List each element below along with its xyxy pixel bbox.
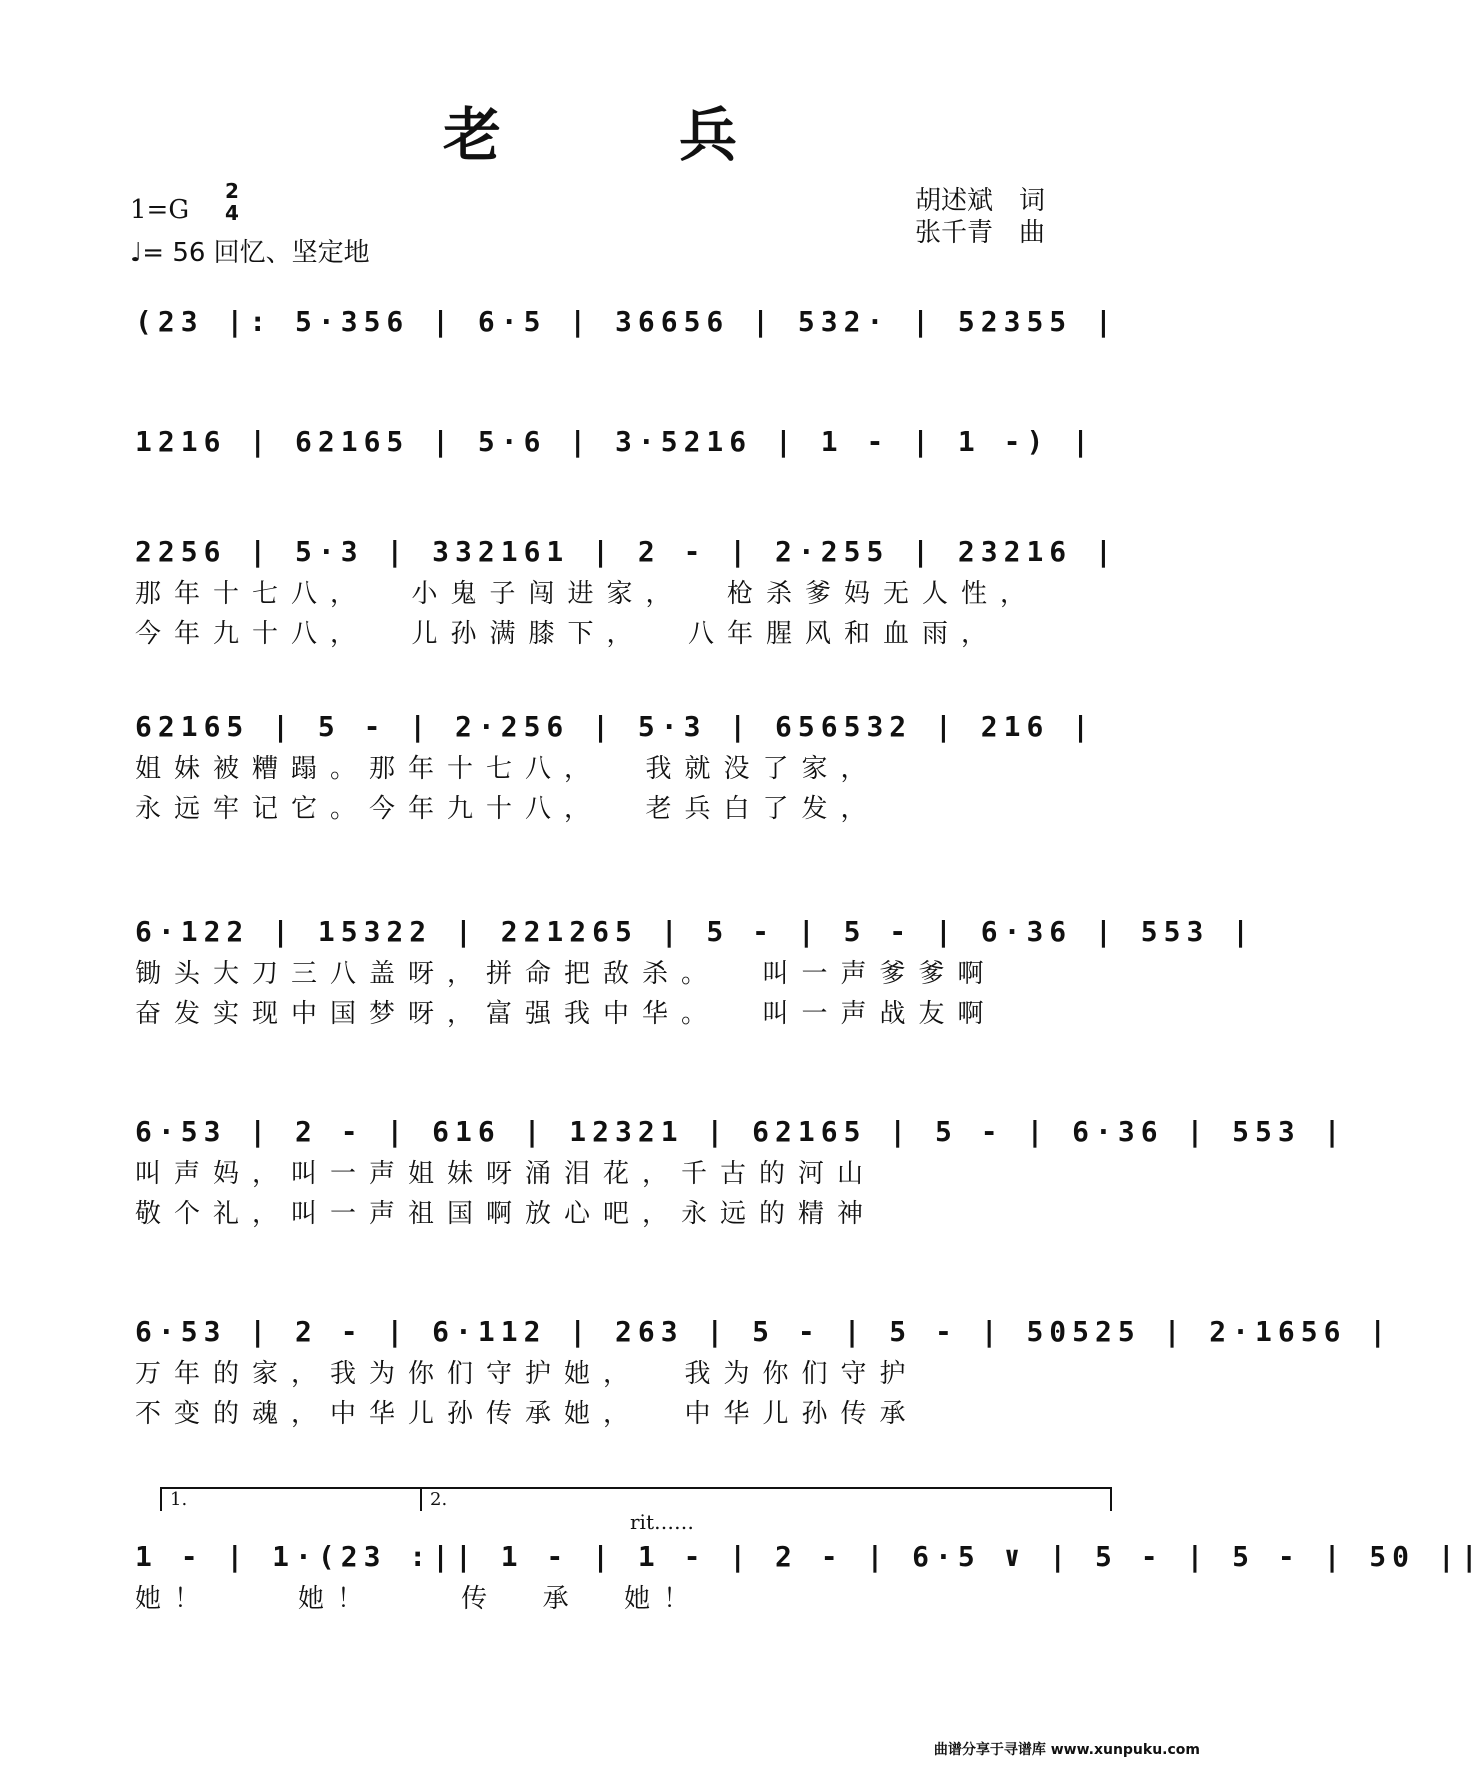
lyrics-verse-2: 敬个礼，叫一声祖国啊放心吧，永远的精神: [135, 1199, 877, 1229]
score-line-1: [135, 300, 1118, 344]
notes-line: 2256 | 5·3 | 332161 | 2 - | 2·255 | 23216 |: [135, 535, 1118, 568]
footer-credit: 曲谱分享于寻谱库 www.xunpuku.com: [933, 1742, 1200, 1758]
lyrics-verse-1: 锄头大刀三八盖呀，拼命把敌杀。 叫一声爹爹啊: [135, 959, 997, 989]
score-line-6: [135, 1110, 1347, 1234]
score-line-4: [135, 705, 1095, 829]
notes-line: 1216 | 62165 | 5·6 | 3·5216 | 1 - | 1 -) |: [135, 425, 1096, 458]
second-ending-bracket: 2.: [420, 1487, 1112, 1511]
lyrics-verse-1: 万年的家，我为你们守护她， 我为你们守护: [135, 1359, 919, 1389]
notes-line: 6·53 | 2 - | 6·112 | 263 | 5 - | 5 - | 50525 | 2·1656 |: [135, 1315, 1393, 1348]
score-line-2: [135, 420, 1095, 464]
lyrics-verse-1: 她！ 她！ 传 承 她！: [135, 1584, 703, 1614]
notes-line: 6·53 | 2 - | 616 | 12321 | 62165 | 5 - | 6·36 | 553 |: [135, 1115, 1347, 1148]
first-ending-bracket: 1.: [160, 1487, 420, 1511]
tempo-marking: ♩= 56 回忆、坚定地: [130, 238, 370, 268]
composer-credit: 张千青 曲: [915, 218, 1046, 248]
lyricist-credit: 胡述斌 词: [915, 186, 1046, 216]
ritardando-mark: rit……: [630, 1510, 694, 1534]
time-numerator: 2: [225, 179, 239, 203]
lyrics-verse-1: 叫声妈，叫一声姐妹呀涌泪花，千古的河山: [135, 1159, 877, 1189]
time-denominator: 4: [225, 201, 239, 225]
notes-line: (23 |: 5·356 | 6·5 | 36656 | 532· | 52355 |: [135, 305, 1118, 338]
score-line-3: [135, 530, 1118, 654]
lyrics-verse-2: 今年九十八， 儿孙满膝下， 八年腥风和血雨，: [135, 619, 1001, 649]
notes-line: 1 - | 1·(23 :|| 1 - | 1 - | 2 - | 6·5 ∨ | 5 - | 5 - | 50 ||: [135, 1540, 1484, 1573]
score-line-5: [135, 910, 1256, 1034]
lyrics-verse-2: 永远牢记它。今年九十八， 老兵白了发，: [135, 794, 880, 824]
lyrics-verse-2: 奋发实现中国梦呀，富强我中华。 叫一声战友啊: [135, 999, 997, 1029]
lyrics-verse-1: 姐妹被糟蹋。那年十七八， 我就没了家，: [135, 754, 880, 784]
score-line-7: [135, 1310, 1393, 1434]
notes-line: 62165 | 5 - | 2·256 | 5·3 | 656532 | 216 |: [135, 710, 1096, 743]
time-signature: [222, 180, 242, 224]
score-line-8: [135, 1535, 1484, 1619]
lyrics-verse-2: 不变的魂，中华儿孙传承她， 中华儿孙传承: [135, 1399, 919, 1429]
song-title: 老 兵: [442, 101, 797, 169]
notes-line: 6·122 | 15322 | 221265 | 5 - | 5 - | 6·36 | 553 |: [135, 915, 1256, 948]
key-signature: 1=G: [130, 195, 190, 225]
lyrics-verse-1: 那年十七八， 小鬼子闯进家， 枪杀爹妈无人性，: [135, 579, 1040, 609]
